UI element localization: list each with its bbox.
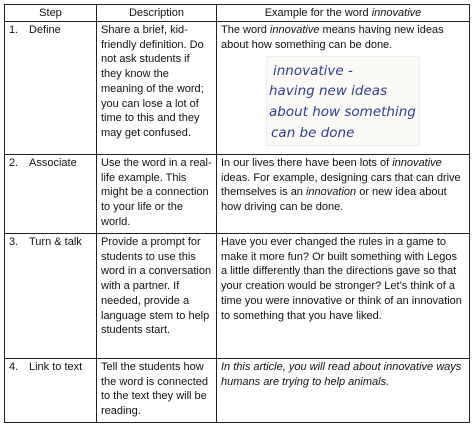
step-label: Define (29, 24, 61, 36)
vocabulary-steps-table (4, 4, 470, 423)
header-row (5, 5, 470, 22)
step-number: 1. (9, 24, 19, 36)
example-cell: Have you ever changed the rules in a game to make it more fun? Or built something with Legos a little differently than the directions gave so that your creation would be stronger? Let’s think of a time you were innovative or think of an innovation to something that you have liked. (217, 234, 470, 359)
step-label: Link to text (29, 361, 83, 373)
handwritten-definition-image (266, 56, 420, 146)
header-example (217, 5, 470, 22)
example-keyword: innovation (305, 186, 357, 199)
step-number: 2. (9, 157, 19, 169)
table-row (5, 234, 470, 359)
step-number: 4. (9, 361, 19, 373)
table-row (5, 155, 470, 234)
description-cell: Share a brief, kid-friendly definition. Do not ask students if they know the meaning of the word; you can lose a lot of time to this and they may get confused. (97, 22, 217, 155)
header-step: Step (5, 5, 97, 22)
example-text: The word (221, 24, 270, 36)
example-text: means having new ideas about how something can be done. (221, 24, 444, 51)
example-cell (217, 22, 470, 155)
handwriting-line: innovative - (273, 63, 353, 80)
handwriting-line: can be done (271, 125, 355, 142)
example-cell: In this article, you will read about innovative ways humans are trying to help animals. (217, 359, 470, 423)
step-cell (5, 359, 97, 423)
header-example-word: innovative (371, 7, 422, 19)
table-row (5, 359, 470, 423)
step-cell (5, 22, 97, 155)
step-number: 3. (9, 236, 19, 248)
header-description: Description (97, 5, 217, 22)
step-label: Turn & talk (29, 236, 82, 248)
example-text: or new idea about how driving can be done. (221, 186, 447, 214)
description-cell: Tell the students how the word is connected to the text they will be reading. (97, 359, 217, 423)
example-cell (217, 155, 470, 234)
example-text: ideas. For example, designing cars that can drive themselves is an (221, 171, 461, 199)
description-cell: Use the word in a real-life example. This might be a connection to your life or the world. (97, 155, 217, 234)
step-cell (5, 155, 97, 234)
step-cell (5, 234, 97, 359)
example-keyword: innovative (392, 157, 442, 169)
example-text: In our lives there have been lots of (221, 157, 393, 169)
header-example-prefix: Example for the word (264, 7, 372, 19)
handwriting-line: about how something (269, 104, 416, 121)
handwriting-line: having new ideas (269, 83, 388, 100)
table-row (5, 22, 470, 155)
description-cell: Provide a prompt for students to use this word in a conversation with a partner. If needed, provide a language stem to help students start. (97, 234, 217, 359)
example-keyword: innovative (269, 24, 320, 36)
step-label: Associate (29, 157, 77, 169)
